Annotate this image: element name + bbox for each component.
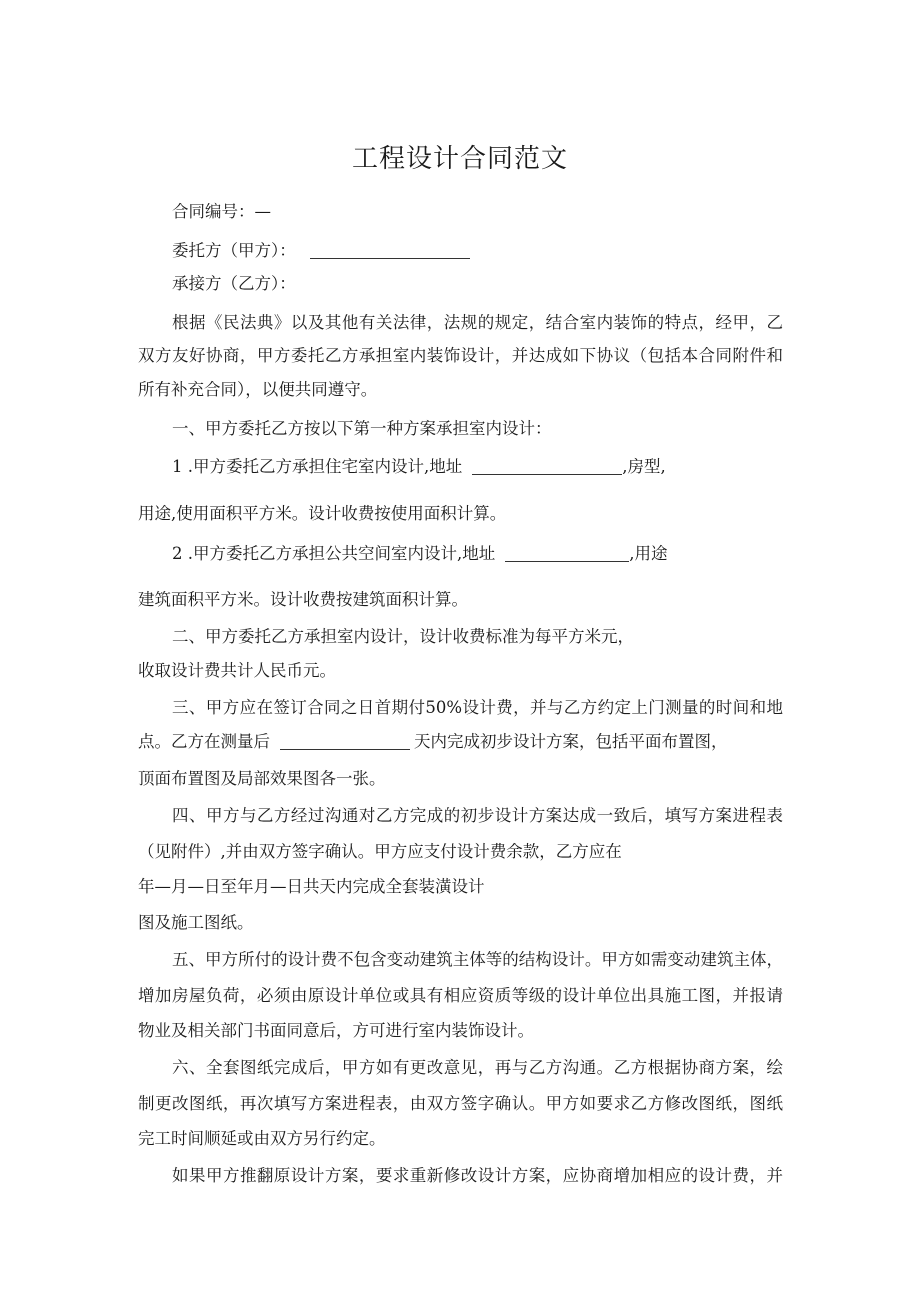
section-5-line-1: 五、甲方所付的设计费不包含变动建筑主体等的结构设计。甲方如需变动建筑主体， — [172, 950, 783, 969]
party-b-line: 承接方（乙方）： — [172, 274, 296, 293]
section-5-line-2: 增加房屋负荷，必须由原设计单位或具有相应资质等级的设计单位出具施工图，并报请 — [138, 986, 783, 1005]
section-7-line-1: 如果甲方推翻原设计方案，要求重新修改设计方案，应协商增加相应的设计费，并 — [172, 1166, 783, 1185]
section-4-line-1: 四、甲方与乙方经过沟通对乙方完成的初步设计方案达成一致后，填写方案进程表 — [172, 806, 783, 825]
intro-line-3: 所有补充合同），以便共同遵守。 — [138, 380, 378, 399]
section-4-line-3: 年—月—日至年月—日共天内完成全套装潢设计 — [138, 877, 485, 896]
section-3-suffix: 天内完成初步设计方案，包括平面布置图， — [414, 732, 728, 751]
section-1-item-1-line-2: 用途,使用面积平方米。设计收费按使用面积计算。 — [138, 504, 507, 523]
section-2-line-2: 收取设计费共计人民币元。 — [138, 661, 336, 680]
section-3-prefix: 点。乙方在测量后 — [138, 732, 270, 751]
section-1-heading: 一、甲方委托乙方按以下第一种方案承担室内设计： — [172, 419, 552, 438]
item-2-prefix: 2 .甲方委托乙方承担公共空间室内设计,地址 — [172, 544, 496, 563]
party-a-blank — [310, 242, 470, 259]
item-1-suffix: ,房型, — [622, 457, 666, 476]
contract-number-line: 合同编号：— — [172, 202, 271, 221]
section-4-line-4: 图及施工图纸。 — [138, 913, 254, 932]
section-3-line-1: 三、甲方应在签订合同之日首期付50%设计费，并与乙方约定上门测量的时间和地 — [172, 698, 783, 717]
section-6-line-3: 完工时间顺延或由双方另行约定。 — [138, 1129, 386, 1148]
item-1-prefix: 1 .甲方委托乙方承担住宅室内设计,地址 — [172, 457, 463, 476]
section-1-item-1 — [172, 456, 666, 478]
section-6-line-1: 六、全套图纸完成后，甲方如有更改意见，再与乙方沟通。乙方根据协商方案，绘 — [172, 1058, 783, 1077]
section-3-line-2 — [138, 731, 728, 753]
party-a-line — [172, 240, 470, 262]
section-1-item-2-line-2: 建筑面积平方米。设计收费按建筑面积计算。 — [138, 590, 468, 609]
intro-line-1: 根据《民法典》以及其他有关法律，法规的规定，结合室内装饰的特点，经甲，乙 — [172, 313, 783, 332]
intro-line-2: 双方友好协商，甲方委托乙方承担室内装饰设计，并达成如下协议（包括本合同附件和 — [138, 346, 783, 365]
section-2-line-1: 二、甲方委托乙方承担室内设计，设计收费标准为每平方米元， — [172, 627, 634, 646]
section-5-line-3: 物业及相关部门书面同意后，方可进行室内装饰设计。 — [138, 1021, 534, 1040]
section-3-line-3: 顶面布置图及局部效果图各一张。 — [138, 769, 386, 788]
item-2-suffix: ,用途 — [629, 544, 668, 563]
item-1-address-blank — [472, 458, 622, 475]
document-title: 工程设计合同范文 — [351, 144, 568, 174]
section-1-item-2 — [172, 543, 667, 565]
party-a-label: 委托方（甲方）： — [172, 241, 296, 260]
section-4-line-2: （见附件）,并由双方签字确认。甲方应支付设计费余款，乙方应在 — [138, 842, 622, 861]
item-2-address-blank — [505, 545, 629, 562]
section-3-days-blank — [280, 733, 410, 750]
section-6-line-2: 制更改图纸，再次填写方案进程表，由双方签字确认。甲方如要求乙方修改图纸，图纸 — [138, 1094, 783, 1113]
